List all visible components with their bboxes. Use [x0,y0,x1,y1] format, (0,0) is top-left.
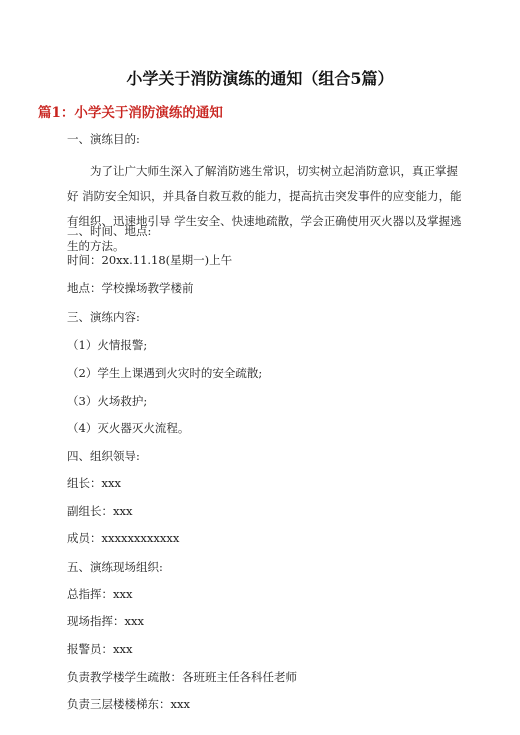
deputy-leader-line: 副组长：xxx [67,504,133,518]
heading-time-place: 二、时间、地点: [67,224,152,238]
heading-purpose: 一、演练目的: [67,132,140,146]
heading-content: 三、演练内容: [67,310,140,324]
place-line: 地点：学校操场教学楼前 [67,281,194,295]
time-line: 时间：20xx.11.18(星期一)上午 [67,253,233,267]
content-item: （2）学生上课遇到火灾时的安全疏散; [67,366,263,380]
content-item: （4）灭火器灭火流程。 [67,421,190,435]
section-subtitle: 篇1：小学关于消防演练的通知 [38,105,223,121]
commander-line: 总指挥：xxx [67,587,133,601]
heading-site-organization: 五、演练现场组织: [67,560,163,574]
alarm-officer-line: 报警员：xxx [67,642,133,656]
purpose-paragraph [67,159,469,259]
evacuation-duty-line: 负责教学楼学生疏散：各班班主任各科任老师 [67,670,297,684]
stairs-duty-line: 负责三层楼楼梯东：xxx [67,697,190,711]
document-title: 小学关于消防演练的通知（组合5篇） [126,69,394,88]
purpose-paragraph-text: 为了让广大师生深入了解消防逃生常识，切实树立起消防意识，真正掌握好 消防安全知识，并具备自救互救的能力，提高抗击突发事件的应变能力，能有组织、迅速地引导 学生安全、快速地疏散，学会正确使用灭火器以及掌握逃生的方法。 [67,164,462,253]
content-item: （3）火场救护; [67,394,148,408]
heading-leadership: 四、组织领导: [67,449,140,463]
site-commander-line: 现场指挥：xxx [67,614,144,628]
leader-line: 组长：xxx [67,476,121,490]
content-item: （1）火情报警; [67,338,148,352]
members-line: 成员：xxxxxxxxxxxx [67,531,180,545]
